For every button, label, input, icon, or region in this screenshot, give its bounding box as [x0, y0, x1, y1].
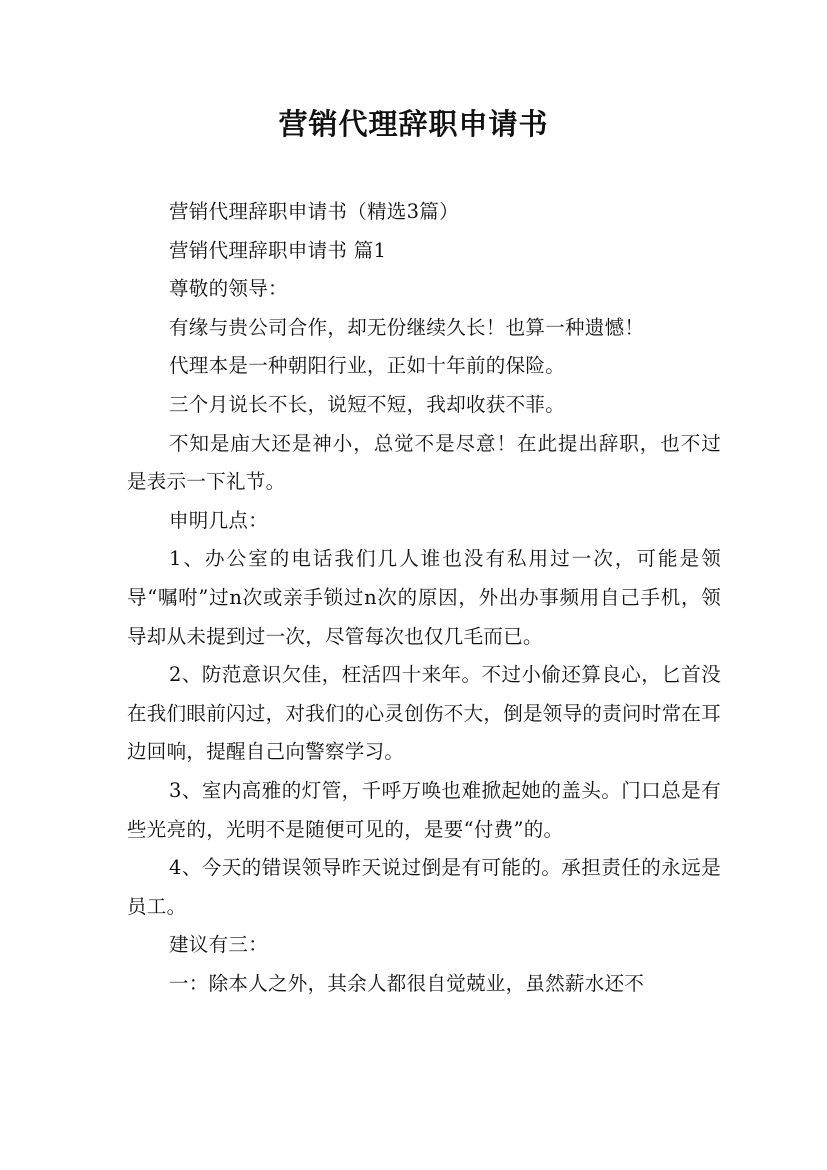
heading-collection: 营销代理辞职申请书（精选3篇）: [169, 200, 459, 223]
list-item: 一：除本人之外，其余人都很自觉兢业，虽然薪水还不: [169, 971, 645, 995]
list-item: 2、防范意识欠佳，枉活四十来年。不过小偷还算良心，匕首没在我们眼前闪过，对我们的心灵创伤不大，倒是领导的责问时常在耳边回响，提醒自己向警察学习。: [127, 663, 722, 764]
body-paragraph: 有缘与贵公司合作，却无份继续久长！也算一种遗憾！: [169, 315, 645, 339]
list-item: 4、今天的错误领导昨天说过倒是有可能的。承担责任的永远是员工。: [127, 856, 721, 918]
list-item: 1、办公室的电话我们几人谁也没有私用过一次，可能是领导“嘱咐”过n次或亲手锁过n次的原因，外出办事频用自己手机，领导却从未提到过一次，尽管每次也仅几毛而已。: [127, 547, 721, 648]
document-body: [127, 193, 721, 1003]
list-item: 3、室内高雅的灯管，千呼万唤也难掀起她的盖头。门口总是有些光亮的，光明不是随便可见的，是要“付费”的。: [127, 778, 721, 841]
body-paragraph: 三个月说长不长，说短不短，我却收获不菲。: [169, 392, 566, 416]
salutation: 尊敬的领导：: [169, 277, 288, 301]
document-title: 营销代理辞职申请书: [278, 107, 549, 141]
section-label: 申明几点：: [169, 508, 269, 532]
body-paragraph: 不知是庙大还是神小，总觉不是尽意！在此提出辞职，也不过是表示一下礼节。: [127, 431, 721, 494]
section-label: 建议有三：: [169, 933, 269, 957]
body-paragraph: 代理本是一种朝阳行业，正如十年前的保险。: [169, 354, 566, 378]
heading-part-1: 营销代理辞职申请书 篇1: [169, 238, 387, 262]
